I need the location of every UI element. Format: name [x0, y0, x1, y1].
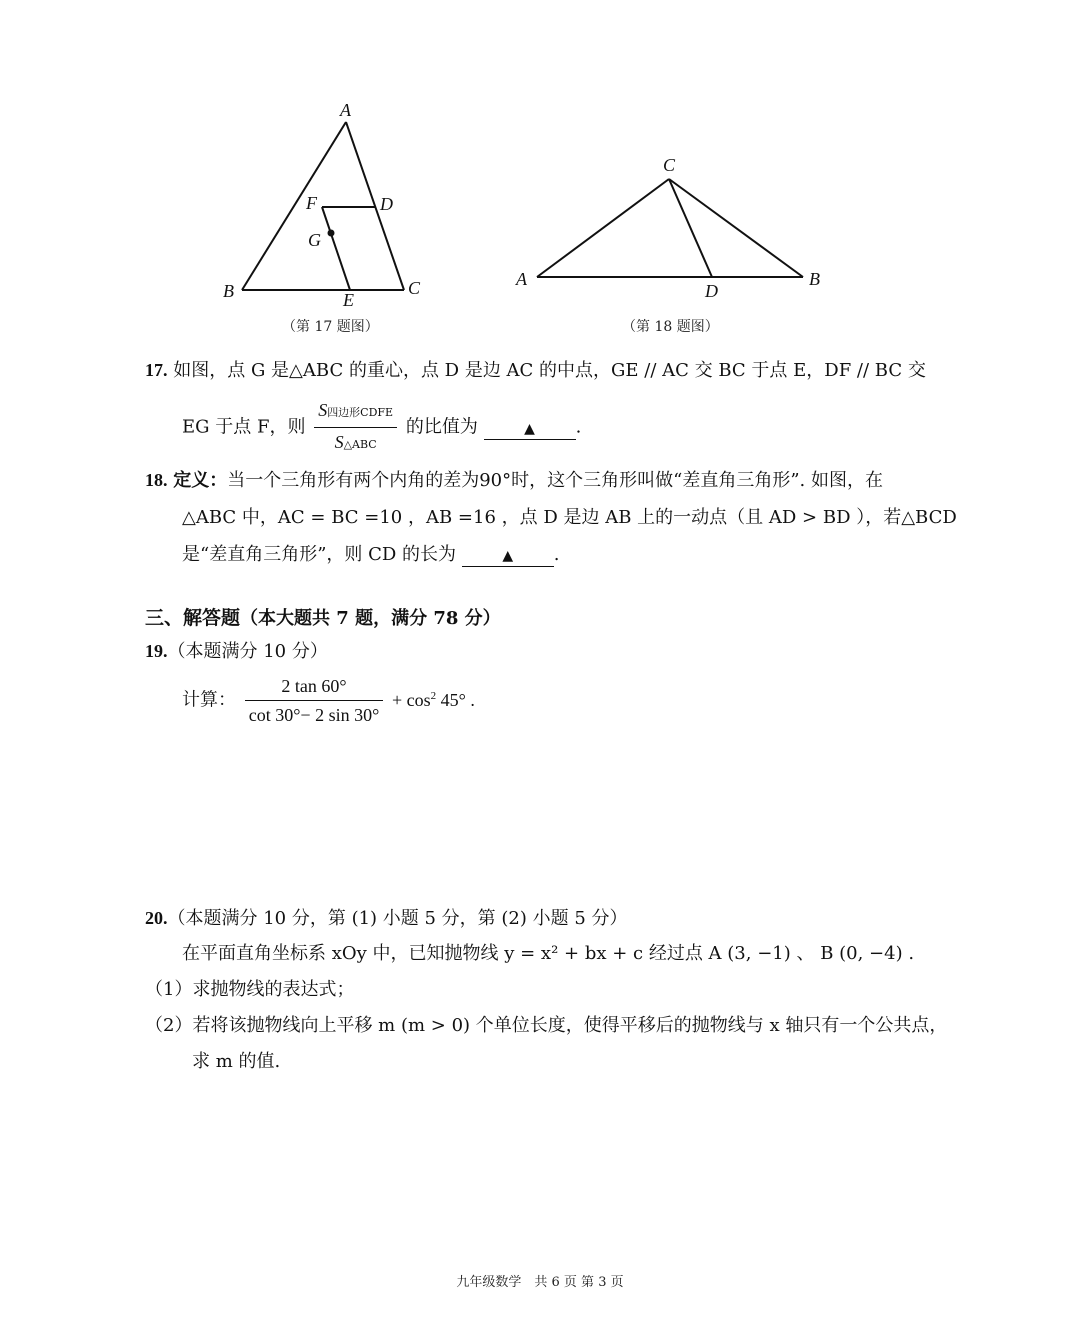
- q20-score: （本题满分 10 分，第 (1) 小题 5 分，第 (2) 小题 5 分）: [167, 908, 628, 929]
- fig17-point-g: [328, 230, 335, 237]
- q19-denominator: cot 30°− 2 sin 30°: [248, 705, 380, 725]
- q20-stem: 在平面直角坐标系 xOy 中，已知抛物线 y = x² + bx + c 经过点 A (3, −1) 、 B (0, −4) .: [182, 943, 915, 964]
- q19-numerator: 2 tan 60°: [245, 674, 384, 701]
- q17-answer-blank[interactable]: [484, 419, 576, 440]
- fig18-label-c: C: [663, 155, 676, 175]
- q18-line1: 18. 定义：当一个三角形有两个内角的差为90°时，这个三角形叫做“差直角三角形”. 如图，在: [145, 470, 883, 491]
- fig18-label-d: D: [705, 281, 718, 301]
- fig18-side-bc: [669, 179, 803, 277]
- q18-number: 18: [145, 470, 163, 490]
- fig18-side-ac: [537, 179, 669, 277]
- q19-prompt: 计算：: [182, 689, 236, 711]
- triangle-marker-icon: ▲: [502, 548, 514, 564]
- fig18-label-a: A: [516, 269, 527, 289]
- fig17-label-f: F: [306, 193, 317, 213]
- q20-part2-line2: 求 m 的值.: [192, 1051, 281, 1072]
- q18-text-line1: 当一个三角形有两个内角的差为90°时，这个三角形叫做“差直角三角形”. 如图，在: [227, 470, 883, 491]
- q18-text-line3: 是“差直角三角形”，则 CD 的长为: [182, 544, 457, 565]
- q17-line2: EG 于点 F，则 $\frac{\text{S四边形CDFE}}{\text{S△ABC}}$ 的比值为 ▲ .: [182, 398, 581, 457]
- q18-answer-blank[interactable]: [462, 546, 554, 567]
- section-3-title: 三、解答题: [145, 607, 241, 629]
- q17-text-line2-prefix: EG 于点 F，则: [182, 416, 306, 438]
- fig17-label-g: G: [308, 230, 321, 250]
- q17-line1: 17. 如图，点 G 是△ABC 的重心，点 D 是边 AC 的中点，GE // AC 交 BC 于点 E，DF // BC 交: [145, 360, 926, 381]
- fig18-caption: （第 18 题图）: [622, 319, 719, 335]
- q18-line3: 是“差直角三角形”，则 CD 的长为 ▲ .: [182, 544, 560, 565]
- fig17-label-e: E: [343, 290, 354, 310]
- fig17-caption: （第 17 题图）: [282, 319, 379, 335]
- section-3-heading: [145, 603, 501, 630]
- figures-canvas: [0, 0, 1080, 340]
- q20-number: 20: [145, 908, 163, 928]
- q19-tail: + $\cos^2 45^\circ$ .: [392, 689, 475, 710]
- fig17-segment-fe: [322, 207, 350, 290]
- section-3-note: （本大题共 7 题，满分 78 分）: [240, 608, 501, 629]
- figure-18: [537, 179, 803, 277]
- q18-definition-label: 定义：: [173, 470, 228, 491]
- q20-header: 20.（本题满分 10 分，第 (1) 小题 5 分，第 (2) 小题 5 分）: [145, 908, 628, 929]
- q19-fraction: [245, 674, 384, 727]
- q20-part2-line1: （2）若将该抛物线向上平移 m (m > 0) 个单位长度，使得平移后的抛物线与 x 轴只有一个公共点，: [145, 1015, 948, 1036]
- triangle-marker-icon: ▲: [524, 420, 535, 437]
- fig17-label-c: C: [408, 278, 421, 298]
- q19-header: 19.（本题满分 10 分）: [145, 641, 328, 662]
- q18-line2: △ABC 中，AC = BC =10 ，AB =16 ，点 D 是边 AB 上的一动点（且 AD > BD ），若△BCD: [182, 507, 957, 528]
- fig17-label-b: B: [223, 281, 234, 301]
- q20-part1: （1）求抛物线的表达式；: [145, 979, 355, 1000]
- q17-number: 17: [145, 360, 163, 380]
- q17-text-line1: 如图，点 G 是△ABC 的重心，点 D 是边 AC 的中点，GE // AC 交 BC 于点 E，DF // BC 交: [173, 360, 926, 381]
- q17-text-line2-suffix: 的比值为: [405, 416, 478, 438]
- page-footer: 九年级数学 共 6 页 第 3 页: [456, 1275, 624, 1290]
- fig17-label-a: A: [340, 100, 351, 120]
- q19-number: 19: [145, 641, 163, 661]
- q19-score: （本题满分 10 分）: [167, 641, 328, 662]
- q19-expression: [182, 674, 475, 727]
- fig17-label-d: D: [380, 194, 393, 214]
- fig18-label-b: B: [809, 269, 820, 289]
- q17-area-ratio: $\frac{\text{S四边形CDFE}}{\text{S△ABC}}$: [314, 398, 397, 457]
